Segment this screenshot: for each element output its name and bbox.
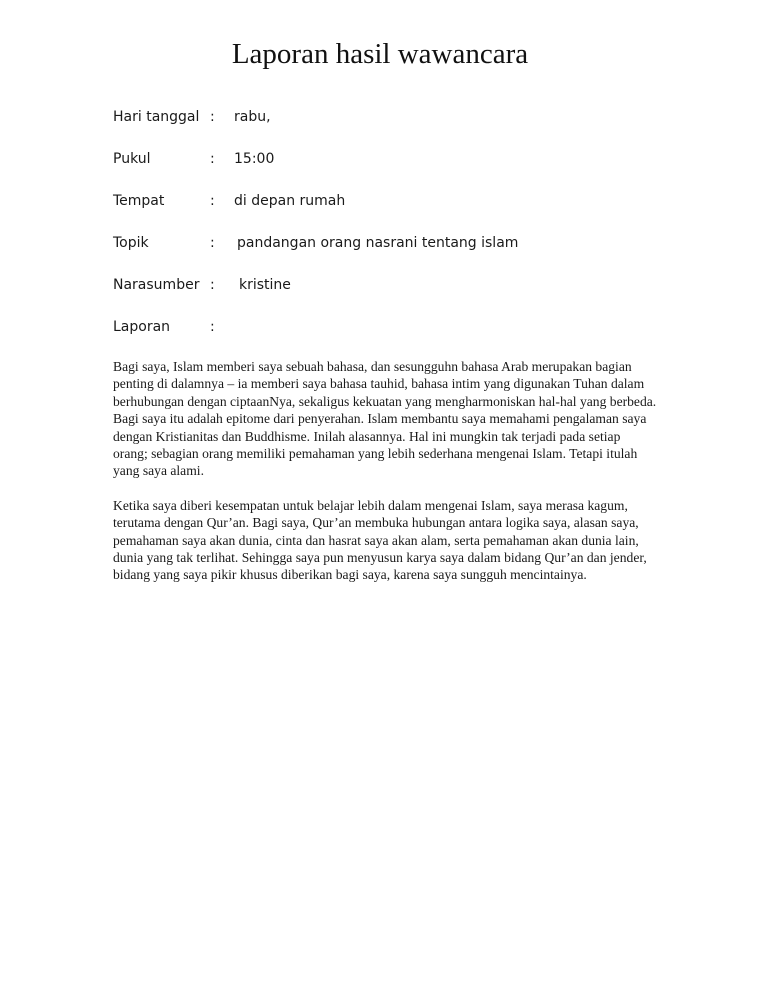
field-label: Topik xyxy=(113,235,149,251)
field-colon: : xyxy=(210,319,215,335)
field-colon: : xyxy=(210,235,215,251)
field-label: Tempat xyxy=(113,193,165,209)
field-label: Laporan xyxy=(113,319,171,335)
report-body xyxy=(113,358,658,601)
document-title: Laporan hasil wawancara xyxy=(231,38,529,70)
field-value: kristine xyxy=(239,277,291,293)
field-colon: : xyxy=(210,109,215,125)
field-value: 15:00 xyxy=(234,151,275,167)
field-label: Pukul xyxy=(113,151,151,167)
field-colon: : xyxy=(210,277,215,293)
field-value: pandangan orang nasrani tentang islam xyxy=(237,235,519,251)
field-colon: : xyxy=(210,193,215,209)
field-value: rabu, xyxy=(234,109,271,125)
field-label: Hari tanggal xyxy=(113,109,200,125)
report-paragraph: Ketika saya diberi kesempatan untuk belajar lebih dalam mengenai Islam, saya merasa kagum, terutama dengan Qur’an. Bagi saya, Qur’an membuka hubungan antara logika saya, alasan saya, pemahaman saya akan dunia, cinta dan hasrat saya akan alam, serta pemahaman akan dunia lain, dunia yang tak terlihat. Sehingga saya pun menyusun karya saya dalam bidang Qur’an dan jender, bidang yang saya pikir khusus diberikan bagi saya, karena saya sungguh mencintainya. xyxy=(113,497,647,583)
field-value: di depan rumah xyxy=(234,193,346,209)
field-label: Narasumber xyxy=(113,277,200,293)
report-paragraph: Bagi saya, Islam memberi saya sebuah bahasa, dan sesungguhn bahasa Arab merupakan bagian penting di dalamnya – ia memberi saya bahasa tauhid, bahasa intim yang digunakan Tuhan dalam berhubungan dengan ciptaanNya, sekaligus kekuatan yang mengharmoniskan hal-hal yang berbeda. Bagi saya itu adalah epitome dari penyerahan. Islam membantu saya memahami pengalaman saya dengan Kristianitas dan Buddhisme. Inilah alasannya. Hal ini mungkin tak terjadi pada setiap orang; sebagian orang memiliki pemahaman yang lebih sederhana mengenai Islam. Tetapi itulah yang saya alami. xyxy=(113,359,657,479)
field-colon: : xyxy=(210,151,215,167)
